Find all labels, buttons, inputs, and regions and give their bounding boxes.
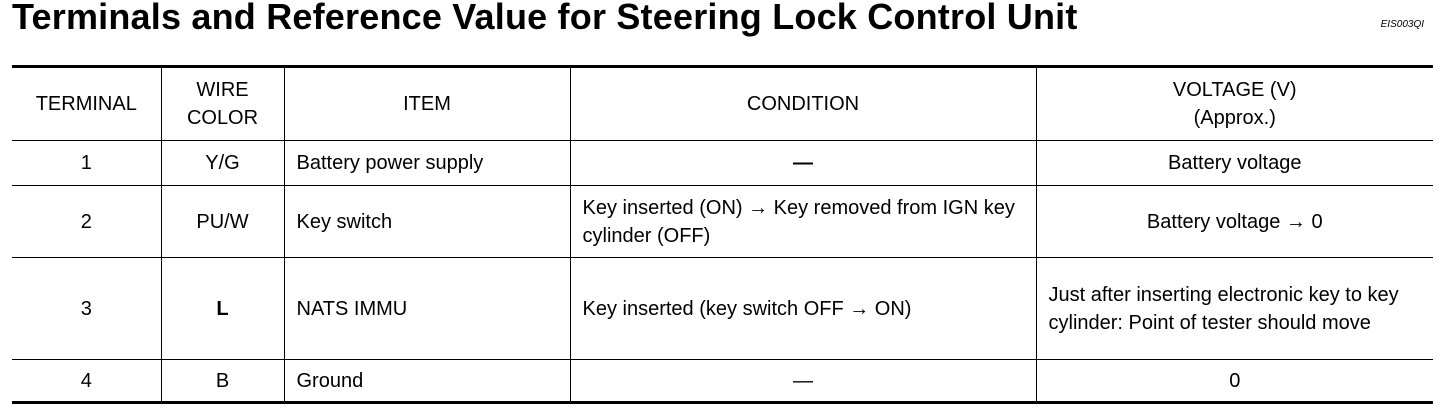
cell-voltage: 0 [1036,360,1433,403]
cell-wire-color: B [161,360,284,403]
cell-condition: — [570,360,1036,403]
cell-terminal: 2 [12,186,161,258]
table-row [12,360,1433,403]
cell-condition: — [570,141,1036,186]
header-voltage-unit: VOLTAGE (V) [1172,79,1297,101]
header-condition: CONDITION [570,67,1036,141]
document-code: EIS003QI [1380,19,1424,30]
page-title: Terminals and Reference Value for Steering Lock Control Unit [12,0,1078,37]
header-wire-color: WIRE COLOR [161,67,284,141]
cell-voltage: Just after inserting electronic key to key cylinder: Point of tester should move [1036,258,1433,360]
table-row [12,258,1433,360]
terminal-reference-table [12,65,1433,404]
header-voltage [1036,67,1433,141]
header-voltage-approx: (Approx.) [1193,107,1276,129]
cell-item: Key switch [284,186,570,258]
header-terminal: TERMINAL [12,67,161,141]
cell-terminal: 4 [12,360,161,403]
cell-terminal: 3 [12,258,161,360]
table-header-row [12,67,1433,141]
cell-condition: Key inserted (ON) → Key removed from IGN key cylinder (OFF) [570,186,1036,258]
cell-item: Battery power supply [284,141,570,186]
header-item: ITEM [284,67,570,141]
cell-wire-color: L [161,258,284,360]
cell-item: Ground [284,360,570,403]
cell-wire-color: PU/W [161,186,284,258]
cell-voltage: Battery voltage → 0 [1036,186,1433,258]
cell-condition: Key inserted (key switch OFF → ON) [570,258,1036,360]
cell-terminal: 1 [12,141,161,186]
cell-item: NATS IMMU [284,258,570,360]
table-row [12,141,1433,186]
table-row [12,186,1433,258]
cell-wire-color: Y/G [161,141,284,186]
cell-voltage: Battery voltage [1036,141,1433,186]
